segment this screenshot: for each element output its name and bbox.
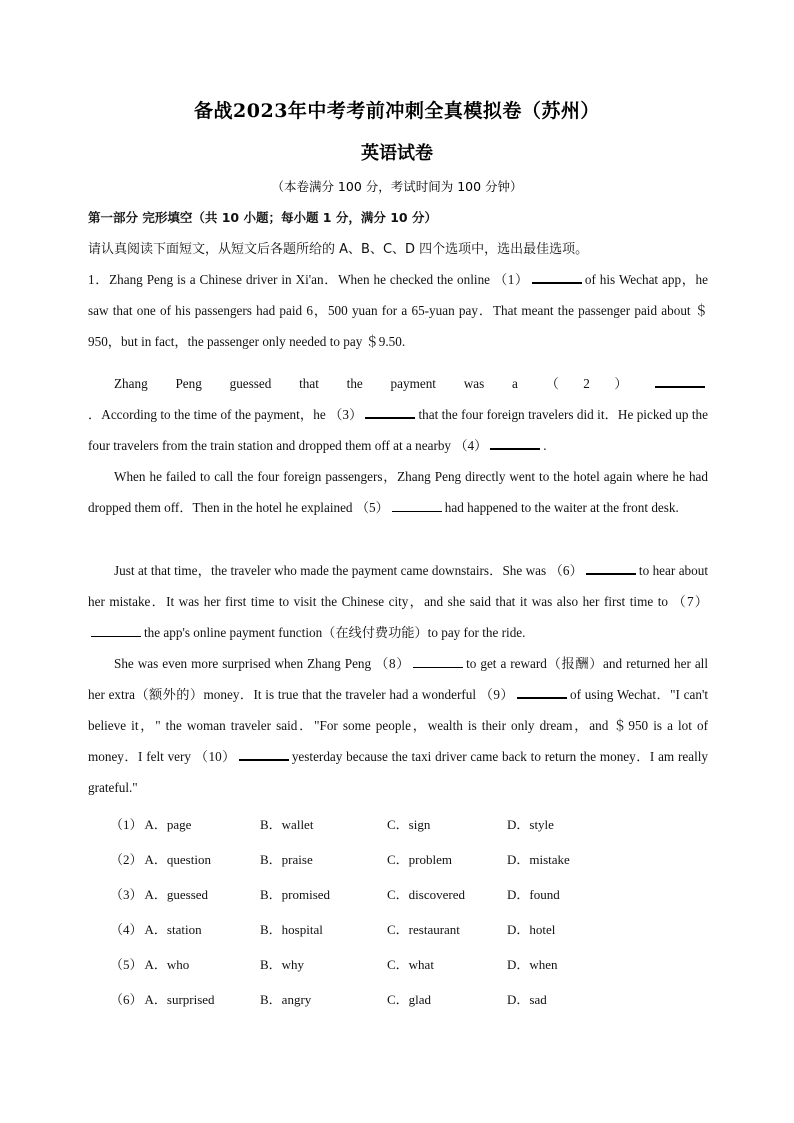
question-row-5	[110, 948, 710, 983]
option-b: B．hospital	[260, 922, 323, 937]
answer-blank-5	[392, 500, 442, 512]
section-heading: 第一部分 完形填空（共 10 小题；每小题 1 分，满分 10 分）	[88, 210, 437, 225]
question-number: （6）	[110, 992, 143, 1007]
question-row-2	[110, 843, 710, 878]
passage-paragraph-4	[88, 555, 708, 648]
passage-text: She was even more surprised when Zhang Peng （8）	[114, 656, 411, 671]
answer-blank-6	[586, 562, 636, 575]
option-d: D．sad	[507, 992, 547, 1007]
passage-paragraph-5	[88, 648, 708, 803]
answer-blank-7	[91, 625, 141, 637]
passage-text: .	[543, 438, 547, 453]
option-a: A．station	[144, 922, 202, 937]
option-d: D．hotel	[507, 922, 556, 937]
question-row-1	[110, 808, 710, 843]
answer-blank-10	[239, 748, 289, 761]
passage-text: When he failed to call the four foreign passengers，Zhang Peng directly went to the hotel again where he had dropped them off．Then in the hotel he explained （5）	[88, 469, 708, 515]
option-d: D．found	[507, 887, 560, 902]
option-c: C．discovered	[387, 887, 465, 902]
option-b: B．promised	[260, 887, 331, 902]
passage-text: the app's online payment function（在线付费功能）to pay for the ride.	[144, 625, 526, 640]
passage-text: ．According to the time of the payment，he （3）	[88, 407, 363, 422]
option-c: C．glad	[387, 992, 432, 1007]
question-number: （4）	[110, 922, 143, 937]
answer-blank-9	[517, 686, 567, 699]
passage-text: of using Wechat．"I can't believe it，" the woman traveler said．"For some people，wealth is their only dream，and ＄950 is a lot of money．I felt very （10）	[88, 687, 708, 764]
question-number: （5）	[110, 957, 143, 972]
exam-note: （本卷满分 100 分，考试时间为 100 分钟）	[271, 179, 523, 194]
passage-text: of his Wechat app，he saw that one of his passengers had paid 6，500 yuan for a 65-yuan pay．That meant the passenger paid about ＄ 950，but in fact，the passenger only needed to pay ＄9.50.	[88, 272, 708, 349]
answer-blank-1	[532, 271, 582, 284]
passage-text: Just at that time，the traveler who made the payment came downstairs．She was （6）	[114, 563, 583, 578]
option-a: A．surprised	[144, 992, 215, 1007]
option-d: D．style	[507, 817, 554, 832]
option-b: B．praise	[260, 852, 313, 867]
option-c: C．sign	[387, 817, 431, 832]
answer-options	[110, 808, 710, 1018]
passage-text: 1．Zhang Peng is a Chinese driver in Xi'an．When he checked the online （1）	[88, 272, 529, 287]
passage-text: Zhang Peng guessed that the payment was a （2）	[114, 376, 652, 391]
question-row-3	[110, 878, 710, 913]
option-b: B．why	[260, 957, 305, 972]
section-instruction: 请认真阅读下面短文，从短文后各题所给的 A、B、C、D 四个选项中，选出最佳选项。	[88, 242, 589, 257]
option-c: C．what	[387, 957, 434, 972]
question-number: （1）	[110, 817, 143, 832]
exam-subtitle: 英语试卷	[361, 143, 433, 164]
question-number: （2）	[110, 852, 143, 867]
option-a: A．guessed	[144, 887, 209, 902]
answer-blank-2	[655, 375, 705, 388]
option-c: C．problem	[387, 852, 452, 867]
question-number: （3）	[110, 887, 143, 902]
passage-paragraph-2	[88, 368, 708, 461]
exam-title: 备战2023年中考考前冲刺全真模拟卷（苏州）	[194, 100, 600, 122]
passage-text: to hear about her mistake．It was her first time to visit the Chinese city，and she said that it was also her first time to （7）	[88, 563, 708, 609]
answer-blank-4	[490, 437, 540, 450]
answer-blank-3	[365, 406, 415, 419]
passage-text: to get a reward（报酬）and returned her all her extra（额外的）money．It is true that the traveler had a wonderful （9）	[88, 656, 708, 702]
option-b: B．angry	[260, 992, 312, 1007]
passage-text: yesterday because the taxi driver came back to return the money．I am really grateful."	[88, 749, 708, 795]
option-d: D．mistake	[507, 852, 570, 867]
passage-paragraph-3	[88, 461, 708, 523]
passage-text: had happened to the waiter at the front desk.	[444, 500, 679, 515]
option-a: A．question	[144, 852, 211, 867]
option-a: A．page	[144, 817, 192, 832]
answer-blank-8	[413, 656, 463, 668]
passage-text: that the four foreign travelers did it．He picked up the four travelers from the train station and dropped them off at a nearby （4）	[88, 407, 709, 453]
option-a: A．who	[144, 957, 190, 972]
question-row-6	[110, 983, 710, 1018]
question-row-4	[110, 913, 710, 948]
option-c: C．restaurant	[387, 922, 460, 937]
passage-paragraph-1	[88, 264, 708, 357]
option-b: B．wallet	[260, 817, 314, 832]
option-d: D．when	[507, 957, 558, 972]
